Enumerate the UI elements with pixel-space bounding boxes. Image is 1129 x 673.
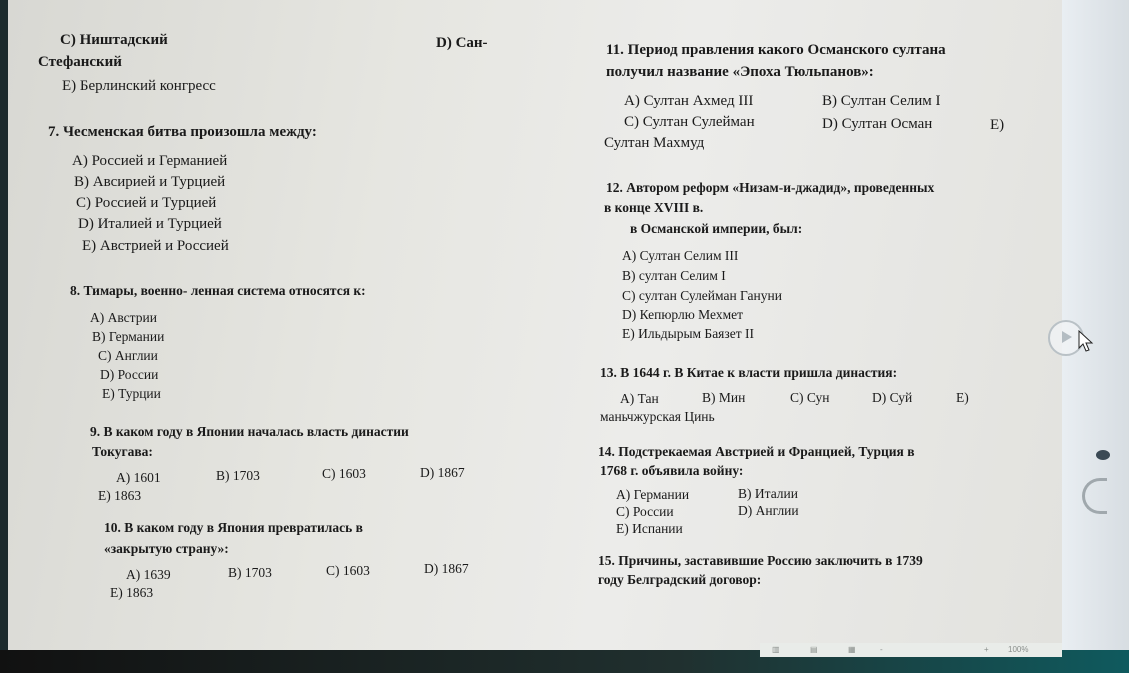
q9-option-a: A) 1601 bbox=[116, 470, 161, 485]
q14-title-cont: 1768 г. объявила войну: bbox=[600, 463, 744, 478]
q15-title: 15. Причины, заставившие Россию заключить в 1739 bbox=[598, 553, 923, 568]
q11-option-b: B) Султан Селим I bbox=[822, 93, 941, 109]
q11-option-a: A) Султан Ахмед III bbox=[624, 93, 754, 109]
q13-title: 13. В 1644 г. В Китае к власти пришла династия: bbox=[600, 365, 898, 380]
q9-title-cont: Токугава: bbox=[92, 444, 153, 459]
read-mode-icon[interactable]: ▥ bbox=[772, 645, 780, 654]
q8-option-d: D) России bbox=[100, 367, 159, 382]
q13-option-e-cont: маньчжурская Цинь bbox=[600, 409, 715, 424]
q8-option-c: C) Англии bbox=[98, 348, 158, 363]
q7-option-a: A) Россией и Германией bbox=[72, 153, 228, 169]
q12-title-cont: в конце XVIII в. bbox=[604, 200, 704, 215]
q7-title: 7. Чесменская битва произошла между: bbox=[48, 124, 317, 140]
q7-option-d: D) Италией и Турцией bbox=[78, 216, 222, 232]
q13-option-d: D) Суй bbox=[872, 390, 913, 405]
q8-title: 8. Тимары, военно- ленная система относятся к: bbox=[70, 283, 366, 298]
q13-option-b: B) Мин bbox=[702, 390, 746, 405]
q9-option-b: B) 1703 bbox=[216, 468, 260, 483]
prev-option-e: E) Берлинский конгресс bbox=[62, 78, 216, 94]
q13-option-c: C) Сун bbox=[790, 390, 830, 405]
q11-option-c: C) Султан Сулейман bbox=[624, 114, 755, 130]
q11-option-e: E) bbox=[990, 117, 1005, 133]
q12-title-cont2: в Османской империи, был: bbox=[630, 221, 803, 236]
print-layout-icon[interactable]: ▤ bbox=[810, 645, 818, 654]
q7-option-b: B) Авсирией и Турцией bbox=[74, 174, 226, 190]
q14-option-e: E) Испании bbox=[616, 521, 683, 536]
zoom-in-button[interactable]: + bbox=[984, 645, 989, 654]
q10-title: 10. В каком году в Япония превратилась в bbox=[104, 520, 363, 535]
q10-title-cont: «закрытую страну»: bbox=[104, 541, 229, 556]
q14-title: 14. Подстрекаемая Австрией и Францией, Турция в bbox=[598, 444, 915, 459]
q11-option-e-cont: Султан Махмуд bbox=[604, 135, 705, 151]
q8-option-a: A) Австрии bbox=[90, 310, 157, 325]
q9-option-e: E) 1863 bbox=[98, 488, 142, 503]
prev-option-d: D) Сан- bbox=[436, 35, 488, 51]
q10-option-b: B) 1703 bbox=[228, 565, 272, 580]
prev-option-d-cont: Стефанский bbox=[38, 54, 122, 70]
document-page bbox=[8, 0, 1062, 650]
q15-title-cont: году Белградский договор: bbox=[598, 572, 762, 587]
q13-option-a: A) Тан bbox=[620, 391, 659, 406]
mouse-cursor-icon bbox=[1078, 330, 1094, 352]
q12-option-e: E) Ильдырым Баязет II bbox=[622, 326, 754, 341]
web-layout-icon[interactable]: ▦ bbox=[848, 645, 856, 654]
q12-option-d: D) Кепюрлю Мехмет bbox=[622, 307, 744, 322]
q9-option-c: C) 1603 bbox=[322, 466, 366, 481]
word-status-bar bbox=[760, 643, 1062, 657]
q12-option-a: A) Султан Селим III bbox=[622, 248, 739, 263]
prev-option-c: C) Ништадский bbox=[60, 32, 168, 48]
background-thumbnail bbox=[1096, 450, 1110, 460]
q10-option-d: D) 1867 bbox=[424, 561, 469, 576]
q14-option-a: A) Германии bbox=[616, 487, 690, 502]
q11-option-d: D) Султан Осман bbox=[822, 116, 933, 132]
q7-option-c: C) Россией и Турцией bbox=[76, 195, 217, 211]
q13-option-e: E) bbox=[956, 390, 969, 405]
q7-option-e: E) Австрией и Россией bbox=[82, 238, 229, 254]
q11-title: 11. Период правления какого Османского султана bbox=[606, 42, 946, 58]
q10-option-a: A) 1639 bbox=[126, 567, 171, 582]
q8-option-e: E) Турции bbox=[102, 386, 161, 401]
q14-option-d: D) Англии bbox=[738, 503, 799, 518]
q10-option-c: C) 1603 bbox=[326, 563, 370, 578]
q10-option-e: E) 1863 bbox=[110, 585, 154, 600]
play-arrow-icon bbox=[1058, 329, 1074, 345]
q12-option-c: C) султан Сулейман Гануни bbox=[622, 288, 782, 303]
zoom-out-button[interactable]: - bbox=[880, 645, 883, 654]
q9-title: 9. В каком году в Японии началась власть династии bbox=[90, 424, 409, 439]
q14-option-b: B) Италии bbox=[738, 486, 798, 501]
q12-title: 12. Автором реформ «Низам-и-джадид», проведенных bbox=[606, 180, 935, 195]
q14-option-c: C) России bbox=[616, 504, 674, 519]
zoom-level[interactable]: 100% bbox=[1008, 645, 1029, 654]
q9-option-d: D) 1867 bbox=[420, 465, 465, 480]
q11-title-cont: получил название «Эпоха Тюльпанов»: bbox=[606, 64, 874, 80]
q12-option-b: B) султан Селим I bbox=[622, 268, 726, 283]
q8-option-b: B) Германии bbox=[92, 329, 165, 344]
